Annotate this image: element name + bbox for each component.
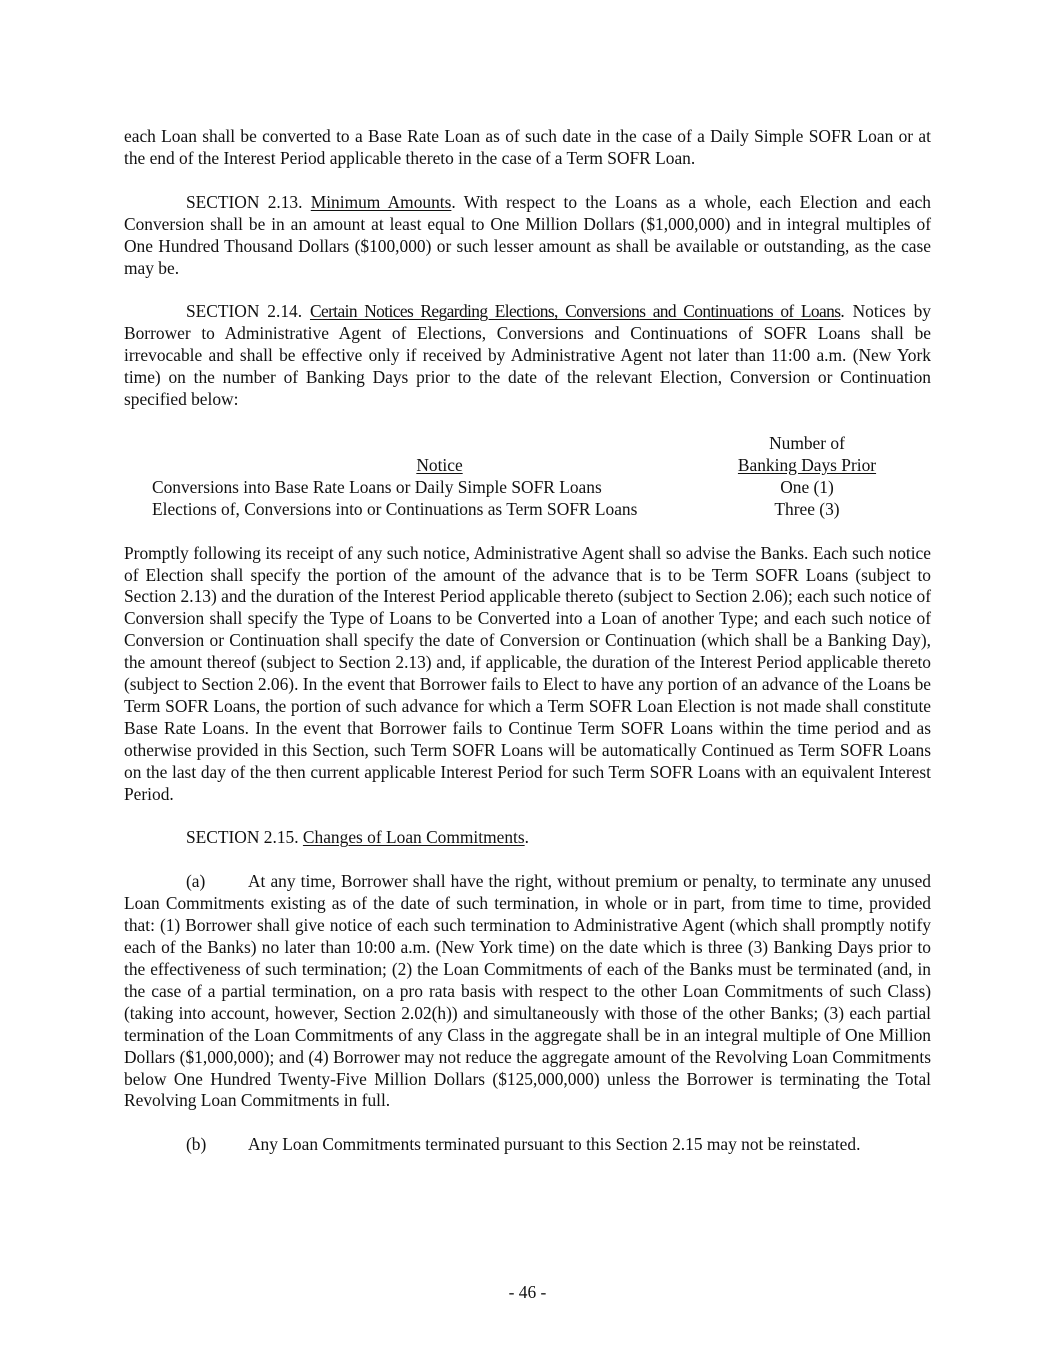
section-2-13-heading: Minimum Amounts: [310, 191, 452, 212]
subsection-a-marker: (a): [186, 871, 206, 892]
subsection-b-marker: (b): [186, 1134, 207, 1155]
section-2-14-number: SECTION 2.14.: [186, 301, 303, 322]
subsection-a-paragraph: [124, 871, 931, 1112]
page-number: - 46 -: [508, 1282, 547, 1302]
section-2-14-body: . Notices by Borrower to Administrative Agent of Elections, Conversions and Continuations of SOFR Loans shall be irrevocable and shall be effective only if received by Administrative Agent not later than 11:00 a.m. (New York time) on the number of Banking Days prior to the date of the relevant Election, Conversion or Continuation specified below:: [124, 301, 931, 410]
continuation-paragraph: each Loan shall be converted to a Base Rate Loan as of such date in the case of a Daily Simple SOFR Loan or at the end of the Interest Period applicable thereto in the case of a Term SOFR Loan.: [124, 126, 931, 168]
section-2-15-number: SECTION 2.15.: [186, 827, 299, 848]
subsection-a-text: At any time, Borrower shall have the right, without premium or penalty, to terminate any unused Loan Commitments existing as of the date of such termination, in whole or in part, from time to time, provided that: (1) Borrower shall give notice of each such termination to Administrative Agent (which shall promptly notify each of the Banks) no later than 10:00 a.m. (New York time) on the date which is three (3) Banking Days prior to the effectiveness of such termination; (2) the Loan Commitments of each of the Banks must be terminated (and, in the case of a partial termination, on a pro rata basis with respect to the other Loan Commitments of such Class) (taking into account, however, Section 2.02(h)) and simultaneously with those of the other Banks; (3) each partial termination of the Loan Commitments of any Class in the aggregate shall be in an integral multiple of One Million Dollars ($1,000,000); and (4) Borrower may not reduce the aggregate amount of the Revolving Loan Commitments below One Hundred Twenty-Five Million Dollars ($125,000,000) unless the Borrower is terminating the Total Revolving Loan Commitments in full.: [124, 871, 931, 1111]
subsection-b-text: Any Loan Commitments terminated pursuant to this Section 2.15 may not be reinstated.: [248, 1134, 861, 1155]
section-2-13-number: SECTION 2.13.: [186, 191, 303, 212]
section-2-14-paragraph: [124, 301, 931, 411]
subsection-b-paragraph: [124, 1134, 931, 1156]
section-2-15-heading-paragraph: SECTION 2.15. Changes of Loan Commitments.: [186, 827, 529, 848]
notice-column-header: Notice: [416, 454, 463, 475]
section-2-15-heading: Changes of Loan Commitments: [302, 827, 525, 848]
table-row: [152, 477, 887, 499]
notice-procedure-paragraph: Promptly following its receipt of any such notice, Administrative Agent shall so advise the Banks. Each such notice of Election shall specify the portion of the amount of the advance that is to be Term SOFR Loans (subject to Section 2.13) and the duration of the Interest Period applicable thereto (subject to Section 2.06); each such notice of Conversion shall specify the Type of Loans to be Converted into a Loan of another Type; and each such notice of Conversion or Continuation shall specify the date of Conversion or Continuation (which shall be a Banking Day), the amount thereof (subject to Section 2.13) and, if applicable, the duration of the Interest Period applicable thereto (subject to Section 2.06). In the event that Borrower fails to Elect to have any portion of an advance of the Loans be Term SOFR Loans, the portion of such advance for which a Term SOFR Loan Election is not made shall constitute Base Rate Loans. In the event that Borrower fails to Continue Term SOFR Loans within the time period and as otherwise provided in this Section, such Term SOFR Loans will be automatically Continued as Term SOFR Loans on the last day of the then current applicable Interest Period for such Term SOFR Loans with an equivalent Interest Period.: [124, 542, 931, 804]
section-2-13-body: . With respect to the Loans as a whole, each Election and each Conversion shall be in an amount at least equal to One Million Dollars ($1,000,000) and in integral multiples of One Hundred Thousand Dollars ($100,000) or such lesser amount as shall be available or outstanding, as the case may be.: [124, 191, 932, 278]
days-column-header: Banking Days Prior: [737, 454, 877, 475]
table-row: [152, 499, 887, 521]
notice-table: [152, 433, 887, 521]
days-cell: Three (3): [774, 498, 840, 519]
notice-table-header-row-1: [152, 433, 887, 455]
section-2-14-heading: Certain Notices Regarding Elections, Conversions and Continuations of Loans: [309, 301, 841, 322]
days-cell: One (1): [780, 476, 834, 497]
notice-cell: Elections of, Conversions into or Continuations as Term SOFR Loans: [152, 498, 638, 519]
notice-table-header-row-2: [152, 455, 887, 477]
notice-cell: Conversions into Base Rate Loans or Daily Simple SOFR Loans: [152, 476, 602, 497]
document-page: [124, 126, 931, 1156]
days-header-line1: Number of: [769, 432, 845, 453]
section-2-13-paragraph: [124, 192, 931, 280]
